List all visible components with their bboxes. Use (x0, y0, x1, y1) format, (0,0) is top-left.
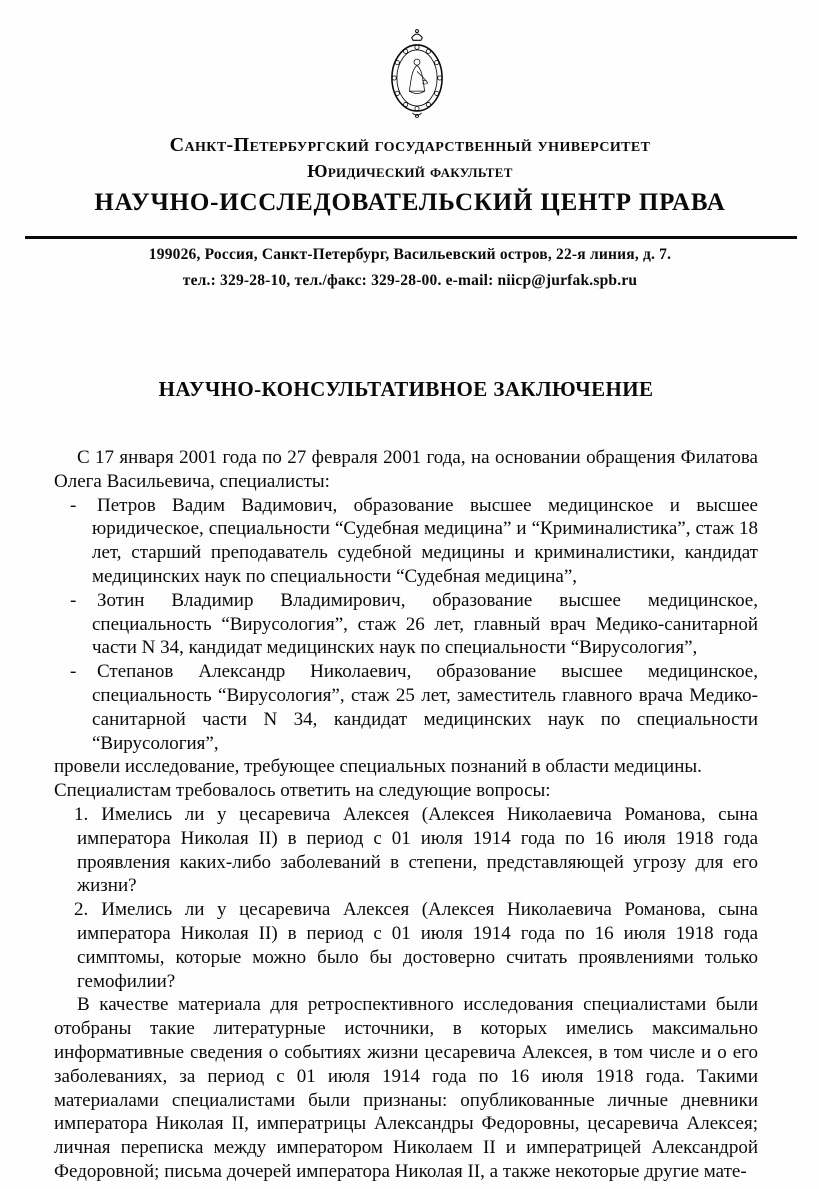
faculty-name: Юридический факультет (307, 161, 513, 181)
contact-line: тел.: 329-28-10, тел./факс: 329-28-00. e-mail: niicp@jurfak.spb.ru (182, 272, 638, 289)
specialist-text: Степанов Александр Николаевич, образование высшее медицинское, специальность “Вирусология”, стаж 25 лет, заместитель главного врача Медико-санитарной части N 34, кандидат медицинских наук по специальности “Вирусология”, (92, 661, 758, 754)
university-name: Санкт-Петербургский государственный университет (169, 134, 651, 156)
dash-marker: - (70, 589, 77, 611)
question-number: 2. (74, 899, 89, 921)
after-list-line: провели исследование, требующее специальных познаний в области медицины. (54, 756, 702, 778)
specialist-text: Петров Вадим Вадимович, образование высшее медицинское и высшее юридическое, специальности “Судебная медицина” и “Криминалистика”, стаж 18 лет, старший преподаватель судебной медицины и криминалистики, кандидат медицинских наук по специальности “Судебная медицина”, (92, 494, 758, 587)
question-item (54, 803, 758, 898)
dash-marker: - (70, 494, 77, 516)
dash-marker: - (70, 661, 77, 683)
question-text: Имелись ли у цесаревича Алексея (Алексея Николаевича Романова, сына императора Николая II) в период с 01 июля 1914 года по 16 июля 1918 года симптомы, которые можно было бы достоверно считать проявлениями только гемофилии? (77, 899, 758, 992)
materials-paragraph: В качестве материала для ретроспективного исследования специалистами были отобраны такие литературные источники, в которых имелись максимально информативные сведения о событиях жизни цесаревича Алексея, в том числе и о его заболеваниях, за период с 01 июля 1914 года по 16 июля 1918 года. Такими материалами специалистами были признаны: опубликованные личные дневники императора Николая II, императрицы Александры Федоровны, цесаревича Алексея; личная переписка между императором Николаем II и императрицей Александрой Федоровной; письма дочерей императора Николая II, а также некоторые другие мате- (54, 994, 758, 1182)
specialist-item (54, 589, 758, 660)
specialist-item (54, 494, 758, 589)
letterhead-divider (25, 236, 797, 239)
address-line: 199026, Россия, Санкт-Петербург, Васильевский остров, 22-я линия, д. 7. (148, 246, 672, 263)
document-body (54, 446, 758, 1184)
questions-intro-line: Специалистам требовалось ответить на следующие вопросы: (54, 780, 551, 802)
university-seal-icon (384, 26, 450, 122)
question-number: 1. (74, 803, 89, 825)
specialist-item (54, 660, 758, 755)
specialist-text: Зотин Владимир Владимирович, образование высшее медицинское, специальность “Вирусология”, стаж 26 лет, главный врач Медико-санитарной части N 34, кандидат медицинских наук по специальности “Вирусология”, (92, 589, 758, 659)
research-center-name: НАУЧНО-ИССЛЕДОВАТЕЛЬСКИЙ ЦЕНТР ПРАВА (94, 189, 726, 216)
question-item (54, 898, 758, 993)
document-title: НАУЧНО-КОНСУЛЬТАТИВНОЕ ЗАКЛЮЧЕНИЕ (158, 377, 654, 401)
intro-paragraph: С 17 января 2001 года по 27 февраля 2001 года, на основании обращения Филатова Олега Васильевича, специалисты: (54, 447, 758, 492)
question-text: Имелись ли у цесаревича Алексея (Алексея Николаевича Романова, сына императора Николая II) в период с 01 июля 1914 года по 16 июля 1918 года проявления каких-либо заболеваний в степени, представляющей угрозу для его жизни? (77, 803, 758, 897)
